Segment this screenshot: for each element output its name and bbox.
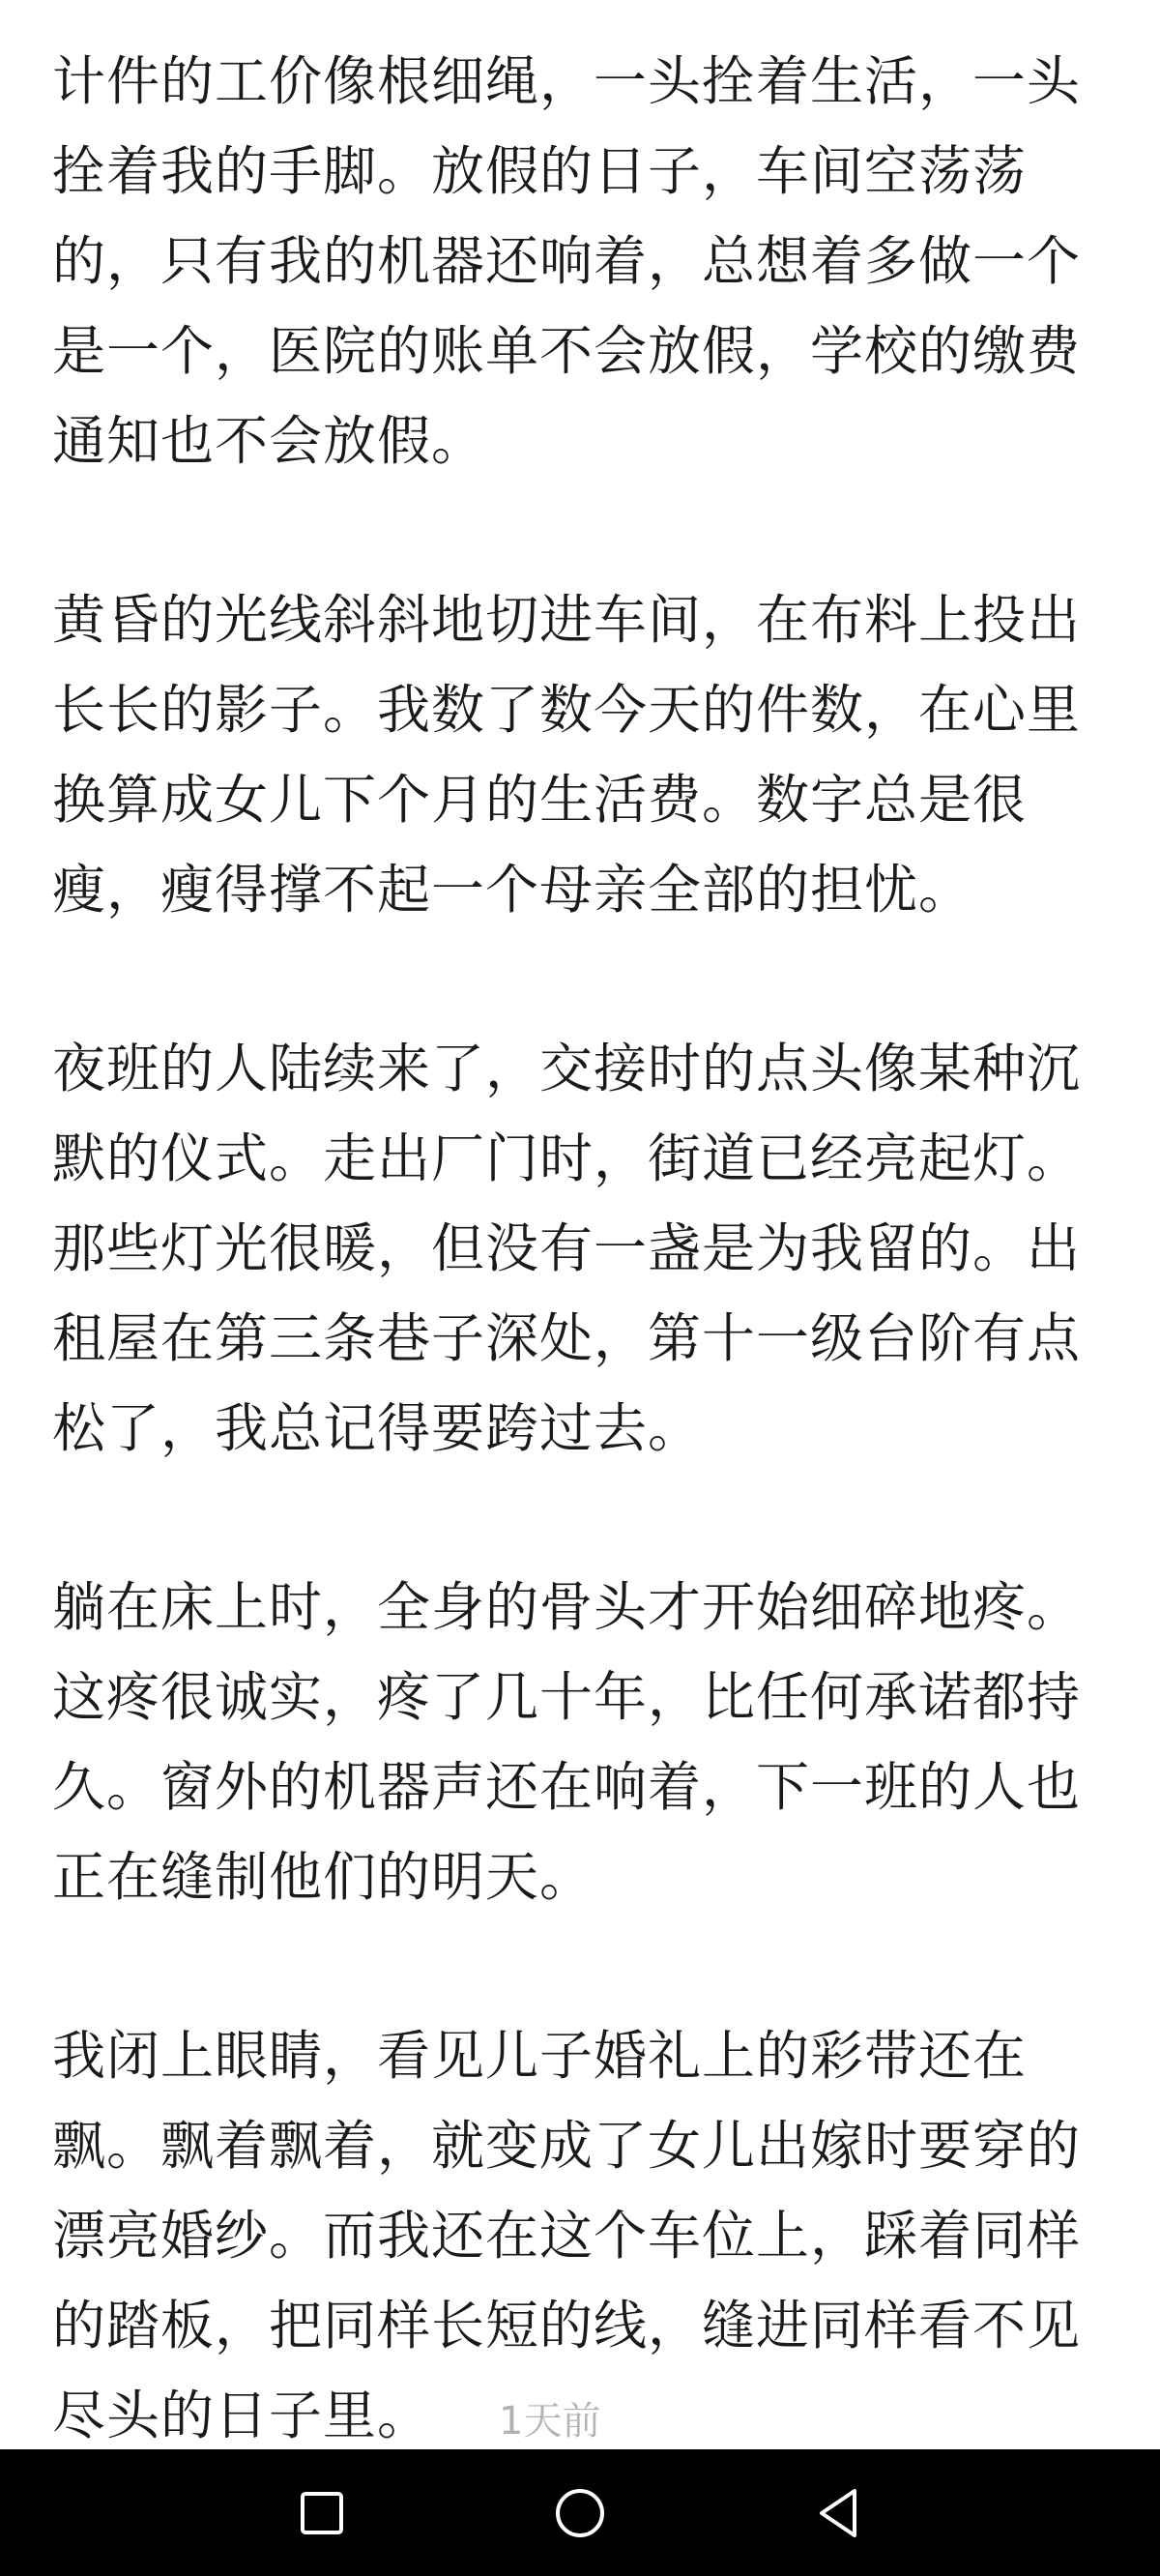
post-paragraph-4: 躺在床上时，全身的骨头才开始细碎地疼。这疼很诚实，疼了几十年，比任何承诺都持久。窗外的机器声还在响着，下一班的人也正在缝制他们的明天。 [52,1576,1082,1908]
home-button[interactable] [536,2470,624,2557]
post-paragraph-5 [52,2011,1087,2467]
back-button[interactable] [795,2470,882,2557]
recent-apps-button[interactable] [278,2470,365,2557]
post-paragraph-5-text: 我闭上眼睛，看见儿子婚礼上的彩带还在飘。飘着飘着，就变成了女儿出嫁时要穿的漂亮婚纱。而我还在这个车位上，踩着同样的踏板，把同样长短的线，缝进同样看不见尽头的日子里。 [52,2025,1082,2446]
back-icon [814,2487,862,2539]
post-paragraph-2: 黄昏的光线斜斜地切进车间，在布料上投出长长的影子。我数了数今天的件数，在心里换算成女儿下个月的生活费。数字总是很瘦，瘦得撑不起一个母亲全部的担忧。 [52,589,1082,921]
post-timestamp: 1天前 [499,2399,601,2444]
post-paragraph-1: 计件的工价像根细绳，一头拴着生活，一头拴着我的手脚。放假的日子，车间空荡荡的，只有我的机器还响着，总想着多做一个是一个，医院的账单不会放假，学校的缴费通知也不会放假。 [52,50,1082,472]
home-icon [553,2486,607,2540]
post-paragraph-3: 夜班的人陆续来了，交接时的点头像某种沉默的仪式。走出厂门时，街道已经亮起灯。那些灯光很暖，但没有一盏是为我留的。出租屋在第三条巷子深处，第十一级台阶有点松了，我总记得要跨过去。 [52,1038,1082,1459]
system-navigation-bar [0,2449,1160,2576]
recent-apps-icon [299,2490,345,2536]
post-content [52,37,1087,2467]
